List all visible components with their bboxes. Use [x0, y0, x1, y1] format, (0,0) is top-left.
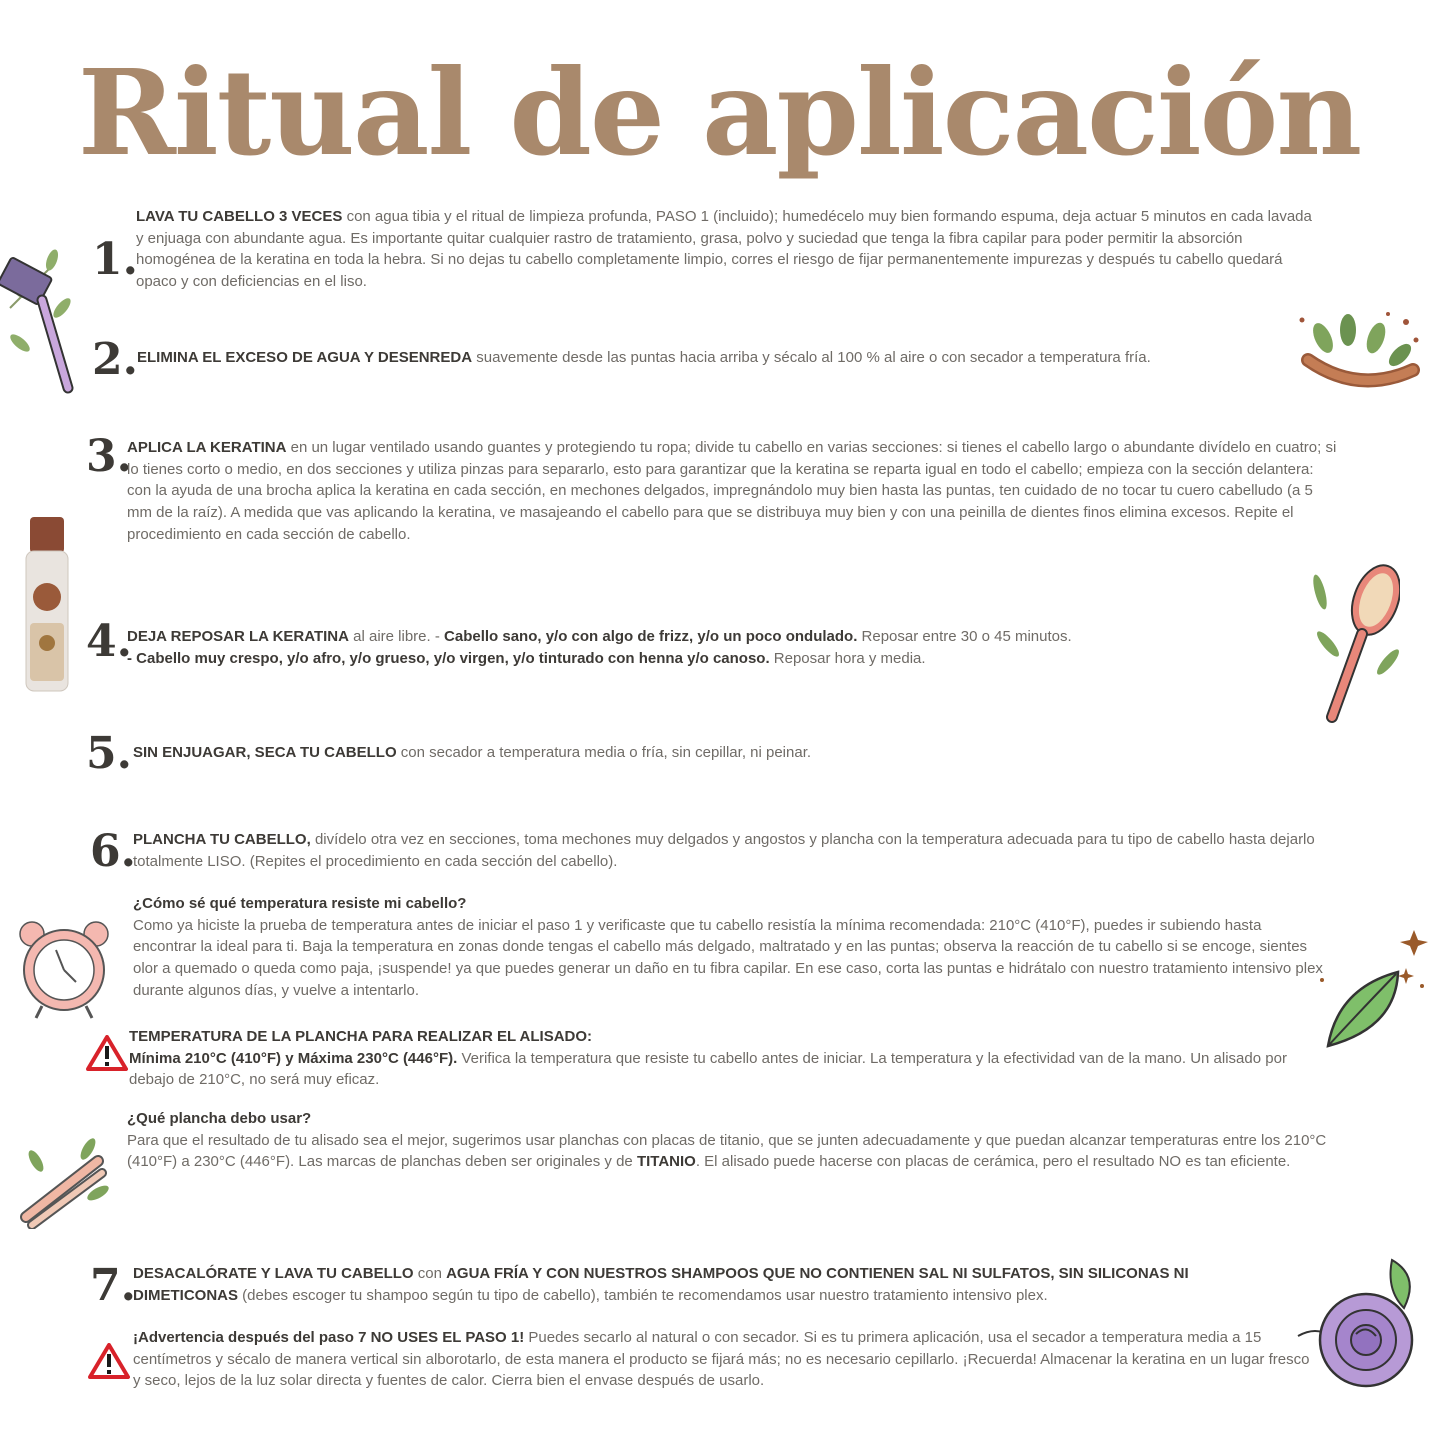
- warning-body: Verifica la temperatura que resiste tu cabello antes de iniciar. La temperatura y la efectividad van de la mano. Un alisado por debajo de 210°C, no será muy eficaz.: [129, 1049, 1287, 1089]
- step-number: 4.: [86, 616, 132, 667]
- step-text: [133, 1263, 1283, 1306]
- warning-bold: ¡Advertencia después del paso 7 NO USES EL PASO 1!: [133, 1329, 525, 1346]
- step-text: [133, 829, 1323, 872]
- iron-question: [127, 1108, 1337, 1173]
- step-body: Reposar entre 30 o 45 minutos.: [857, 628, 1072, 645]
- question-heading: ¿Cómo sé qué temperatura resiste mi cabello?: [133, 895, 467, 912]
- step-lead: DESACALÓRATE Y LAVA TU CABELLO: [133, 1265, 414, 1282]
- tint-brush-icon: [0, 248, 90, 400]
- step-lead: LAVA TU CABELLO 3 VECES: [136, 208, 343, 225]
- step-body: Reposar hora y media.: [769, 649, 926, 667]
- question-body: Como ya hiciste la prueba de temperatura antes de iniciar el paso 1 y verificaste que tu cabello resistía la mínima recomendada: 210°C (410°F), puedes ir subiendo hasta encontrar la ideal para ti. Baja la temperatura en zonas donde tengas el cabello más delgado, maltratado y en las puntas; observa la reacción de tu cabello si se encoge, sientes olor a quemado o queda como paja, ¡suspende! ya que puedes generar un daño en tu fibra capilar. En ese caso, corta las puntas e hidrátalo con nuestro tratamiento intensivo plex durante algunos días, y vuelve a intentarlo.: [133, 916, 1323, 999]
- step-bold: Cabello sano, y/o con algo de frizz, y/o un poco ondulado.: [444, 628, 858, 645]
- step-number: 6.: [90, 826, 136, 877]
- step-lead: SIN ENJUAGAR, SECA TU CABELLO: [133, 744, 397, 761]
- question-body: . El alisado puede hacerse con placas de cerámica, pero el resultado NO es tan eficiente.: [695, 1153, 1291, 1171]
- temperature-question: [133, 893, 1323, 1002]
- temperature-warning: [129, 1026, 1309, 1091]
- step-body: en un lugar ventilado usando guantes y protegiendo tu ropa; divide tu cabello en varias secciones: si tienes el cabello largo o abundante divídelo en cuatro; si lo tienes corto o medio, en dos secciones y utiliza pinzas para separarlo, esto para garantizar que la keratina se reparta igual en todo el cabello; empieza con la sección delantera: con la ayuda de una brocha aplica la keratina en cada sección, en mechones delgados, impregnándolo muy bien hasta las puntas, ten cuidado de no tocar tu cuero cabelludo (a 5 mm de la raíz). A medida que vas aplicando la keratina, ve masajeando el cabello para que se distribuya muy bien y con una peinilla de dientes finos elimina excesos. Repite el procedimiento en cada sección de cabello.: [127, 439, 1337, 543]
- step-body: divídelo otra vez en secciones, toma mechones muy delgados y angostos y plancha con la temperatura adecuada para tu tipo de cabello hasta dejarlo totalmente LISO. (Repites el procedimiento en cada sección del cabello).: [133, 831, 1315, 870]
- step-body: suavemente desde las puntas hacia arriba y sécalo al 100 % al aire o con secador a temperatura fría.: [472, 349, 1151, 366]
- question-bold: TITANIO: [636, 1153, 696, 1171]
- question-heading: ¿Qué plancha debo usar?: [127, 1110, 312, 1127]
- step-lead: ELIMINA EL EXCESO DE AGUA Y DESENREDA: [137, 349, 473, 366]
- warning-heading: TEMPERATURA DE LA PLANCHA PARA REALIZAR EL ALISADO:: [129, 1028, 593, 1045]
- step-text: [127, 437, 1337, 546]
- hair-brush-icon: [1310, 552, 1400, 727]
- question-body: Para que el resultado de tu alisado sea el mejor, sugerimos usar planchas con placas de titanio, que se junten adecuadamente y que puedan alcanzar temperaturas entre los 210°C (410°F) a 230°C (446°F). Las marcas de planchas deben ser originales y de: [127, 1131, 1327, 1171]
- step-number: 7.: [90, 1260, 136, 1311]
- step-body: al aire libre. -: [348, 628, 445, 645]
- step-bold: - Cabello muy crespo, y/o afro, y/o grueso, y/o virgen, y/o tinturado con henna y/o canoso.: [127, 649, 770, 667]
- step-body: (debes escoger tu shampoo según tu tipo de cabello), también te recomendamos usar nuestro tratamiento intensivo plex.: [238, 1286, 1048, 1304]
- step-lead: APLICA LA KERATINA: [127, 439, 287, 456]
- warning-bold: Mínima 210°C (410°F) y Máxima 230°C (446°F).: [129, 1049, 458, 1067]
- step-number: 3.: [86, 431, 132, 482]
- step-number: 5.: [86, 728, 132, 779]
- page-title: Ritual de aplicación: [77, 43, 1361, 182]
- leaf-icon: [1318, 928, 1430, 1052]
- step-text: [133, 742, 1233, 764]
- step-body: con secador a temperatura media o fría, sin cepillar, ni peinar.: [396, 744, 812, 761]
- leaf-crown-icon: [1288, 300, 1428, 392]
- warning-body: Puedes secarlo al natural o con secador. Si es tu primera aplicación, usa el secador a temperatura media a 15 centímetros y sécalo de manera vertical sin alborotarlo, de esta manera el producto se fijará más; no es necesario cepillarlo. ¡Recuerda! Almacenar la keratina en un lugar fresco y seco, lejos de la luz solar directa y fuentes de calor. Cierra bien el envase después de usarlo.: [133, 1329, 1310, 1390]
- step-body: con: [413, 1265, 447, 1282]
- step-lead: DEJA REPOSAR LA KERATINA: [127, 628, 349, 645]
- step-number: 2.: [92, 334, 138, 385]
- warning-triangle-icon: [86, 1035, 128, 1071]
- step-text: [137, 347, 1297, 369]
- warning-triangle-icon: [88, 1343, 130, 1379]
- step-bold: AGUA FRÍA Y CON NUESTROS SHAMPOOS QUE NO CONTIENEN SAL NI SULFATOS, SIN SILICONAS NI DIMETICONAS: [133, 1265, 1189, 1304]
- step-text: [127, 626, 1257, 669]
- step-text: [136, 206, 1316, 293]
- rose-icon: [1296, 1256, 1420, 1396]
- step-lead: PLANCHA TU CABELLO,: [133, 831, 311, 848]
- alarm-clock-icon: [12, 918, 116, 1020]
- flat-iron-icon: [18, 1137, 110, 1229]
- final-warning: [133, 1327, 1313, 1392]
- step-number: 1.: [92, 234, 138, 285]
- step-body: con agua tibia y el ritual de limpieza profunda, PASO 1 (incluido); humedécelo muy bien formando espuma, deja actuar 5 minutos en cada lavada y enjuaga con abundante agua. Es importante quitar cualquier rastro de tratamiento, grasa, polvo y suciedad que tenga la fibra capilar para poder permitir la absorción homogénea de la keratina en toda la hebra. Si no dejas tu cabello completamente limpio, corres el riesgo de fijar permanentemente impurezas y después tu cabello quedará opaco y con deficiencias en el liso.: [136, 208, 1312, 291]
- keratin-bottle-image: [22, 515, 72, 695]
